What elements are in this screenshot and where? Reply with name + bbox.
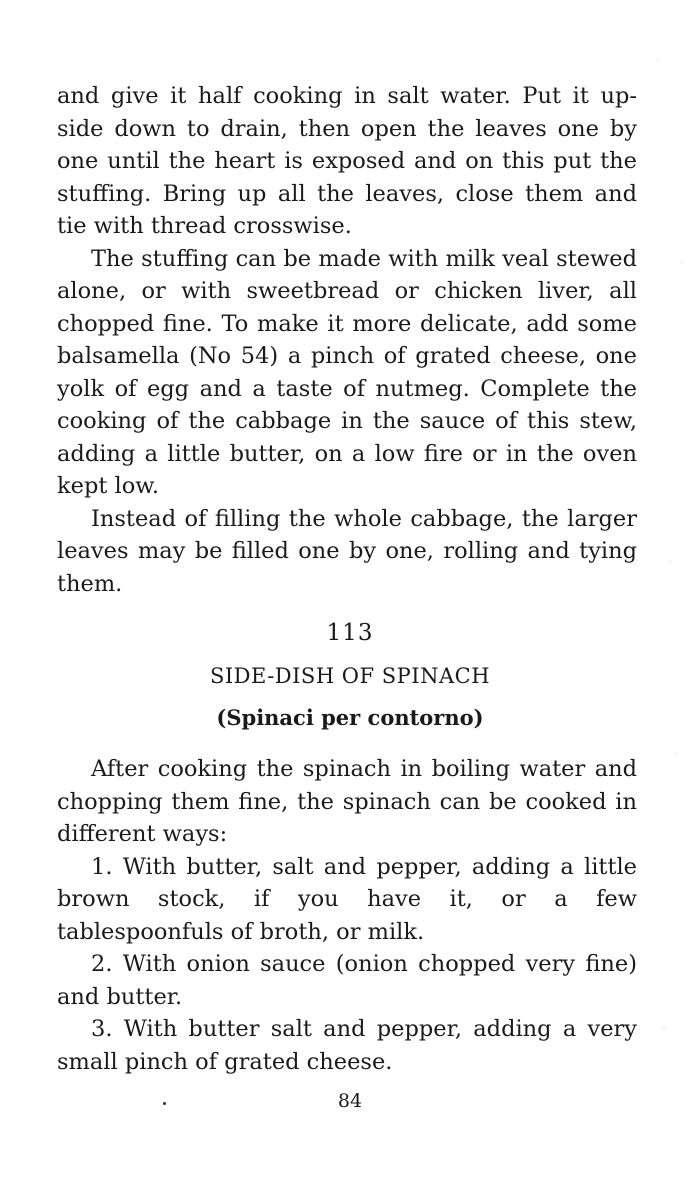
paragraph: and give it half cooking in salt water. Put it up-side down to drain, then open the leaves one by one until the heart is exposed and on this put the stuffing. Bring up all the leaves, close them and tie with thread crosswise. <box>57 83 637 239</box>
recipe-title: SIDE-DISH OF SPINACH <box>209 664 491 688</box>
paragraph: After cooking the spinach in boiling water and chopping them fine, the spinach can be cooked in different ways: <box>57 756 637 847</box>
recipe-subtitle: (Spinaci per contorno) <box>216 705 484 730</box>
paragraph: 2. With onion sauce (onion chopped very fine) and butter. <box>57 951 637 1010</box>
page-edge-speckle <box>640 0 700 1195</box>
paragraph: The stuffing can be made with milk veal stewed alone, or with sweetbread or chicken liver, all chopped fine. To make it more delicate, add some balsamella (No 54) a pinch of grated cheese, one yolk of egg and a taste of nutmeg. Complete the cooking of the cabbage in the sauce of this stew, adding a little butter, on a low fire or in the oven kept low. <box>57 245 637 499</box>
paragraph: Instead of filling the whole cabbage, the larger leaves may be filled one by one, rolling and tying them. <box>57 505 637 597</box>
bottom-text-block <box>57 753 637 1078</box>
page-number: 84 <box>337 1090 363 1112</box>
top-text-block <box>57 80 637 600</box>
paragraph: 3. With butter salt and pepper, adding a very small pinch of grated cheese. <box>57 1016 637 1075</box>
paragraph: 1. With butter, salt and pepper, adding a little brown stock, if you have it, or a few tablespoonfuls of broth, or milk. <box>57 853 637 945</box>
recipe-number: 113 <box>326 620 374 646</box>
